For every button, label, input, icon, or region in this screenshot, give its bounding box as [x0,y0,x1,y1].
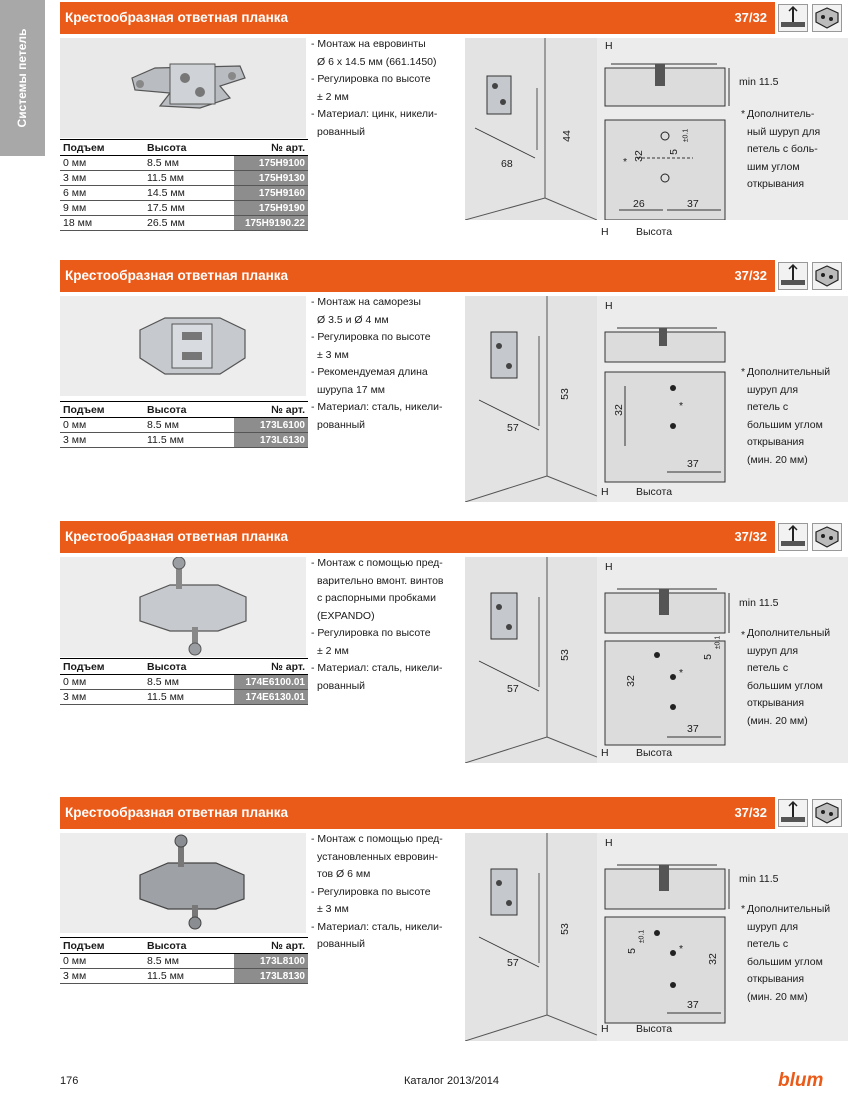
brand-logo: blum [778,1070,824,1091]
section-4 [60,797,848,1057]
table-header: Подъем Высота № арт. [60,140,308,156]
min-dimension: min 11.5 [739,873,779,885]
d26-dimension: 26 [633,198,645,210]
drill-icon [778,799,808,827]
note-star: * [741,629,746,641]
offset-dimension: 5 [667,149,680,155]
width-dimension: 68 [501,158,513,170]
h-label: H [605,561,613,573]
screw-star: * [679,400,684,412]
table-row: 0 мм 8.5 мм 175H9100 [60,156,308,171]
sidebar-label: Системы петель [15,28,29,128]
section-1 [60,2,848,252]
width-dimension: 57 [507,422,519,434]
note-text: Дополнительный шуруп для петель с большим углом открывания (мин. 20 мм) [747,903,831,1003]
angle-label: 37/32 [734,805,767,820]
width-dimension: 57 [507,957,519,969]
drill-icon [778,262,808,290]
product-photo [60,296,306,396]
note-text: Дополнитель- ный шуруп для петель с боль- шим углом открывания [747,108,821,190]
perspective-drawing [465,557,597,763]
table-row: 0 мм 8.5 мм 173L8100 [60,954,308,969]
sidebar-tab [0,0,45,156]
screw-star: * [679,667,684,679]
mounting-plate-image [60,296,306,396]
product-description: - Монтаж на евровинты Ø 6 x 14.5 мм (661.1450) - Регулировка по высоте ± 2 мм - Материал: цинк, никели- рованный [311,38,438,138]
note-star: * [741,108,746,120]
h-label: H [605,837,613,849]
min-dimension: min 11.5 [739,76,779,88]
drill-icon [778,4,808,32]
product-photo [60,38,306,138]
legend-h: H [601,747,609,759]
section-title: Крестообразная ответная планка [65,805,289,820]
perspective-drawing [465,833,597,1041]
table-row: 3 мм 11.5 мм 175H9130 [60,171,308,186]
table-row: 9 мм 17.5 мм 175H9190 [60,201,308,216]
hinge-plate-icon [812,262,842,290]
section-header [60,260,848,292]
table-row: 3 мм 11.5 мм 173L6130 [60,433,308,448]
pitch-dimension: 32 [612,404,625,416]
h-label: H [605,40,613,52]
note-text: Дополнительный шуруп для петель с большим углом открывания (мин. 20 мм) [747,366,831,466]
height-dimension: 53 [558,923,571,935]
article-table [60,401,308,448]
note-text: Дополнительный шуруп для петель с большим углом открывания (мин. 20 мм) [747,627,831,727]
section-title: Крестообразная ответная планка [65,268,289,283]
hinge-plate-icon [812,523,842,551]
offset-tolerance: ±0.1 [714,635,722,650]
width-dimension: 57 [507,683,519,695]
hinge-plate-icon [812,799,842,827]
table-row: 0 мм 8.5 мм 173L6100 [60,418,308,433]
product-description: - Монтаж на саморезы Ø 3.5 и Ø 4 мм - Регулировка по высоте ± 3 мм - Рекомендуемая длина шурупа 17 мм - Материал: сталь, никели- рованный [311,296,443,431]
section-title: Крестообразная ответная планка [65,529,289,544]
min-dimension: min 11.5 [739,597,779,609]
section-header [60,2,848,34]
h-label: H [605,300,613,312]
angle-label: 37/32 [734,268,767,283]
pitch-dimension: 32 [624,675,637,687]
mounting-plate-image [60,833,306,933]
page-number: 176 [60,1075,79,1087]
offset-tolerance: ±0.1 [638,929,646,944]
article-table [60,937,308,984]
angle-label: 37/32 [734,529,767,544]
table-row: 6 мм 14.5 мм 175H9160 [60,186,308,201]
note-star: * [741,366,746,378]
product-photo [60,833,306,933]
screw-star: * [623,156,628,168]
table-header: Подъем Высота № арт. [60,938,308,954]
product-description: - Монтаж с помощью пред- установленных евровин- тов Ø 6 мм - Регулировка по высоте ± 3 мм - Материал: сталь, никели- рованный [311,833,443,950]
table-header: Подъем Высота № арт. [60,659,308,675]
section-title: Крестообразная ответная планка [65,10,289,25]
mounting-plate-image [60,38,306,138]
d37-dimension: 37 [687,198,699,210]
table-row: 3 мм 11.5 мм 173L8130 [60,969,308,984]
table-header: Подъем Высота № арт. [60,402,308,418]
catalog-label: Каталог 2013/2014 [404,1075,500,1087]
perspective-drawing [465,38,597,220]
article-table [60,139,308,231]
section-header [60,797,848,829]
table-row: 0 мм 8.5 мм 174E6100.01 [60,675,308,690]
legend-text: Высота [636,747,673,759]
offset-dimension: 5 [625,948,638,954]
mounting-plate-image [60,557,306,657]
table-row: 3 мм 11.5 мм 174E6130.01 [60,690,308,705]
pitch-dimension: 32 [706,953,719,965]
article-table [60,658,308,705]
angle-label: 37/32 [734,10,767,25]
note-star: * [741,903,746,915]
perspective-drawing [465,296,597,502]
legend-h: H [601,1023,609,1035]
height-dimension: 53 [558,388,571,400]
pitch-dimension: 32 [632,150,645,162]
offset-tolerance: ±0.1 [682,128,690,143]
section-3 [60,521,848,771]
legend-text: Высота [636,1023,673,1035]
table-row: 18 мм 26.5 мм 175H9190.22 [60,216,308,231]
drill-icon [778,523,808,551]
height-dimension: 53 [558,649,571,661]
product-description: - Монтаж с помощью пред- варительно вмонт. винтов с распорными пробками (EXPANDO) - Регулировка по высоте ± 2 мм - Материал: сталь, никели- рованный [311,557,444,692]
section-2 [60,260,848,510]
height-dimension: 44 [560,130,573,142]
legend-text: Высота [636,486,673,498]
legend-h: H [601,226,609,238]
d37-dimension: 37 [687,999,699,1011]
product-photo [60,557,306,657]
legend-text: Высота [636,226,673,238]
d37-dimension: 37 [687,458,699,470]
hinge-plate-icon [812,4,842,32]
section-header [60,521,848,553]
legend-h: H [601,486,609,498]
offset-dimension: 5 [701,654,714,660]
d37-dimension: 37 [687,723,699,735]
screw-star: * [679,943,684,955]
